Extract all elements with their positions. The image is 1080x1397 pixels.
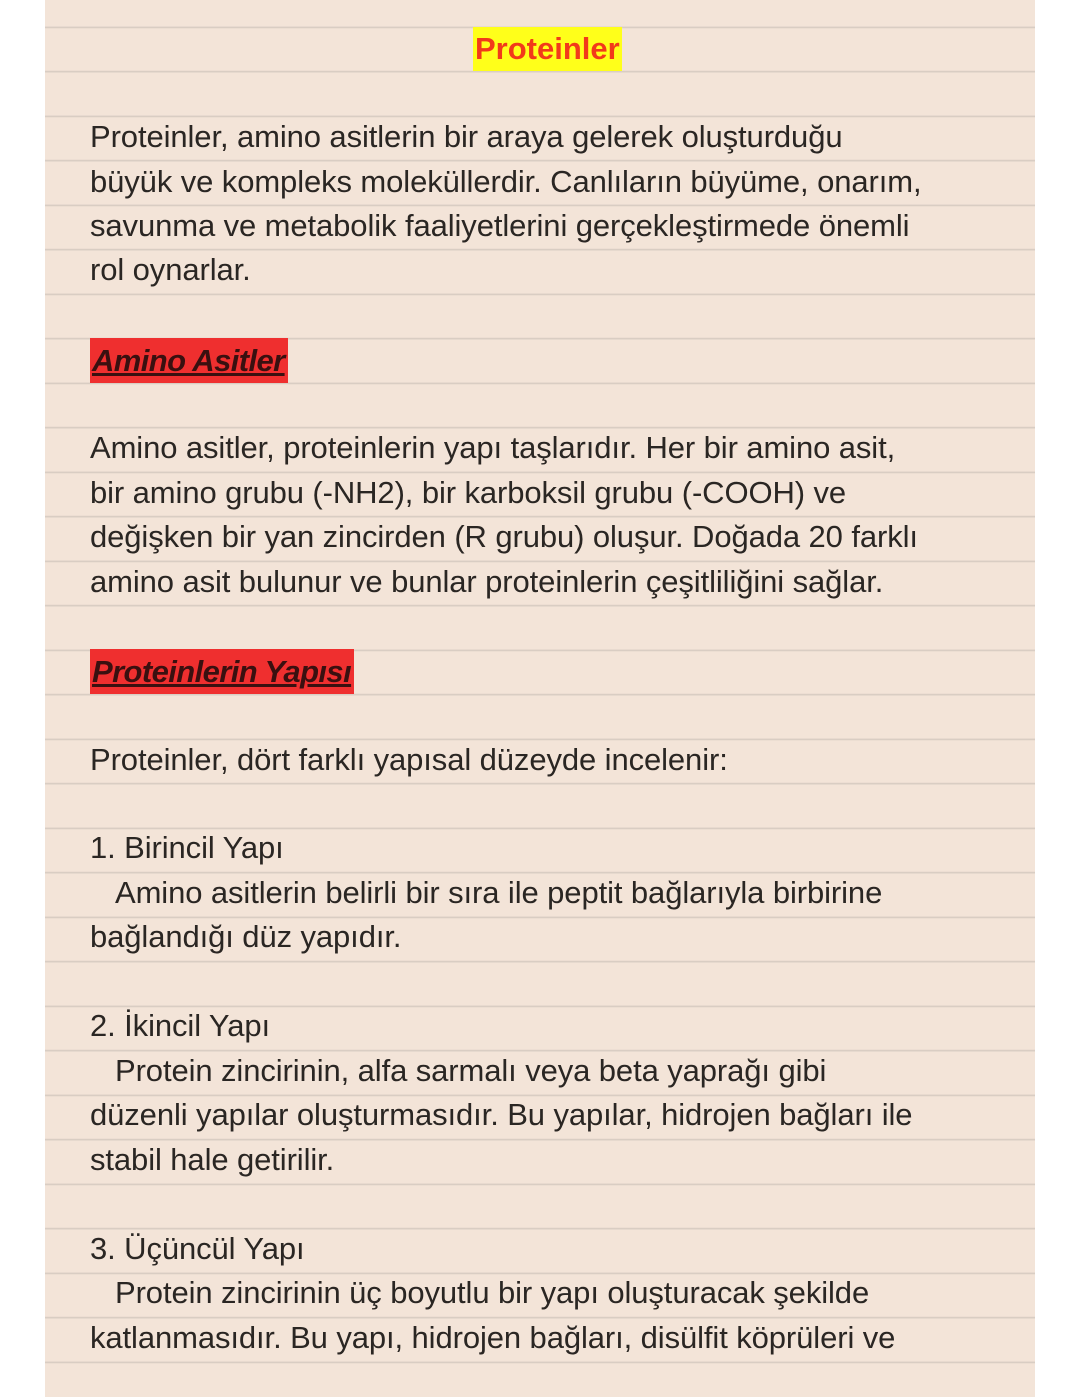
section-text-line: bir amino grubu (-NH2), bir karboksil grubu (-COOH) ve — [90, 475, 847, 510]
section-text-line: değişken bir yan zincirden (R grubu) oluşur. Doğada 20 farklı — [90, 519, 918, 554]
section-heading-amino-asitler: Amino Asitler — [90, 338, 288, 383]
notebook-page — [45, 0, 1035, 1397]
section-text-line: amino asit bulunur ve bunlar proteinlerin çeşitliliğini sağlar. — [90, 564, 884, 599]
item-text-line: stabil hale getirilir. — [90, 1142, 335, 1177]
page-title: Proteinler — [473, 27, 622, 71]
item-text-line: düzenli yapılar oluşturmasıdır. Bu yapılar, hidrojen bağları ile — [90, 1097, 913, 1132]
intro-line: savunma ve metabolik faaliyetlerini gerçekleştirmede önemli — [90, 208, 910, 243]
intro-line: büyük ve kompleks moleküllerdir. Canlıların büyüme, onarım, — [90, 164, 922, 199]
section-intro-line: Proteinler, dört farklı yapısal düzeyde incelenir: — [90, 742, 728, 777]
intro-line: rol oynarlar. — [90, 252, 251, 287]
section-heading-proteinlerin-yapisi: Proteinlerin Yapısı — [90, 649, 354, 694]
item-title: 1. Birincil Yapı — [90, 830, 284, 865]
intro-line: Proteinler, amino asitlerin bir araya gelerek oluşturduğu — [90, 119, 843, 154]
item-title: 2. İkincil Yapı — [90, 1008, 271, 1043]
section-text-line: Amino asitler, proteinlerin yapı taşlarıdır. Her bir amino asit, — [90, 430, 896, 465]
item-text-line: Amino asitlerin belirli bir sıra ile peptit bağlarıyla birbirine — [115, 875, 883, 910]
item-text-line: katlanmasıdır. Bu yapı, hidrojen bağları, disülfit köprüleri ve — [90, 1320, 896, 1355]
item-title: 3. Üçüncül Yapı — [90, 1231, 305, 1266]
item-text-line: bağlandığı düz yapıdır. — [90, 919, 402, 954]
item-text-line: Protein zincirinin üç boyutlu bir yapı oluşturacak şekilde — [115, 1275, 870, 1310]
item-text-line: Protein zincirinin, alfa sarmalı veya beta yaprağı gibi — [115, 1053, 827, 1088]
